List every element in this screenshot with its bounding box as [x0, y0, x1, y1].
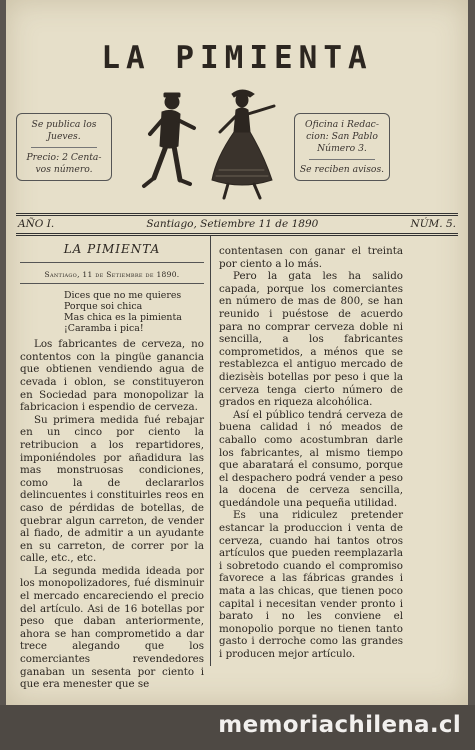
article-column-right	[219, 245, 403, 661]
issue-year: AÑO I.	[18, 218, 55, 230]
info-line: Oficina i Redac-	[305, 119, 379, 130]
info-line: vos número.	[35, 164, 93, 175]
column-divider	[210, 236, 211, 666]
office-info-box	[294, 113, 390, 181]
epigraph-verse	[64, 290, 204, 334]
info-divider	[309, 159, 375, 160]
info-line: Se reciben avisos.	[299, 164, 385, 175]
info-line: cion: San Pablo	[306, 131, 378, 142]
header-rule-bottom-thin	[16, 235, 458, 236]
info-line: Se publica los	[31, 119, 97, 130]
article-paragraph: Su primera medida fué rebajar en un cinco por ciento la retribucion a los repartidores, imponiéndoles por añadidura las mas monstruosas condiciones, como la de declararlos delincuentes i constituirles reos en caso de pérdidas de botellas, de quebrar algun carreton, de vender al fiado, de admitir a un ayudante en su carreton, de correr por la calle, etc., etc.	[20, 413, 204, 565]
article-paragraph: Es una ridiculez pretender estancar la produccion i venta de cerveza, cuando hai tantos otros artículos que pueden reemplazarla i sobretodo cuando el compromiso favorece a las fábricas grandes i mata a las chicas, que tienen poco capital i necesitan vender pronto i barato i no les conviene el monopolio porque no tienen tanto gasto i derroche como las grandes i producen mejor artículo.	[219, 509, 403, 660]
article-paragraph: Así el público tendrá cerveza de buena calidad i nó meados de caballo como acostumbran darle los fabricantes, al mismo tiempo que abaratará el consumo, porque el despachero podrá vender a peso la docena de cerveza sencilla, quedándole una pequeña utilidad.	[219, 408, 403, 509]
header-rule-top-thin	[16, 215, 458, 216]
header-rule-top	[16, 213, 458, 214]
issue-date: Santiago, Setiembre 11 de 1890	[146, 218, 319, 230]
article-paragraph: Pero la gata les ha salido capada, porque los comerciantes en número de mas de 800, se han reunido i puéstose de acuerdo para no comprar cerveza doble ni sencilla, a los fabricantes comprometidos, a ménos que se restablezca el antiguo mercado de diezisèis botellas por peso i que la cerveza tenga cierto número de grados en riqueza alcohólica.	[219, 270, 403, 409]
verse-line: Mas chica es la pimienta	[64, 312, 182, 324]
verse-line: Porque soi chica	[64, 301, 143, 313]
dancing-couple-illustration	[124, 88, 284, 208]
watermark-logo[interactable]: memoriachilena.cl	[218, 712, 461, 738]
verse-line: Dices que no me quieres	[64, 290, 182, 302]
section-rule	[20, 262, 204, 263]
header-rule-bottom	[16, 233, 458, 234]
issue-number: NÚM. 5.	[410, 218, 456, 230]
section-title: LA PIMIENTA	[63, 242, 161, 256]
info-divider	[31, 147, 97, 148]
info-line: Número 3.	[317, 143, 367, 154]
masthead-title: LA PIMIENTA	[101, 40, 373, 76]
dateline	[18, 218, 456, 230]
info-line: Precio: 2 Centa-	[26, 152, 102, 163]
info-line: Jueves.	[47, 131, 81, 142]
article-paragraph: Los fabricantes de cerveza, no contentos con la pingüe ganancia que obtienen vendiendo agua de cevada i oblon, se constituyeron en Sociedad para monopolizar la fabricacion i espendio de cerveza.	[20, 338, 204, 414]
article-paragraph: La segunda medida ideada por los monopolizadores, fué disminuir el mercado encareciendo el precio del artículo. Asi de 16 botellas por peso que daban anteriormente, ahora se han comprometido a dar trece alegando que los comerciantes revendedores ganaban un sesenta por ciento i que era menester que se	[20, 564, 204, 691]
newspaper-page	[6, 0, 468, 705]
verse-line: ¡Caramba i pica!	[64, 323, 144, 335]
article-date: Santiago, 11 de Setiembre de 1890.	[44, 269, 180, 279]
publication-info-box	[16, 113, 112, 181]
article-column-left	[20, 243, 204, 691]
section-rule	[20, 283, 204, 284]
article-paragraph: contentasen con ganar el treinta por ciento a lo más.	[219, 245, 403, 270]
